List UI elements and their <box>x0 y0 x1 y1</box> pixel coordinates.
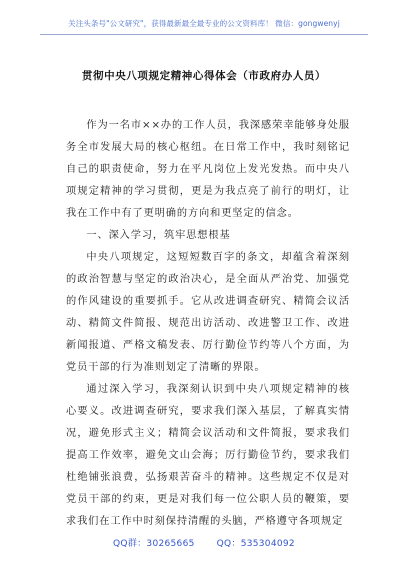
qq-number: QQ：535304092 <box>216 539 295 549</box>
paragraph: 通过深入学习，我深刻认识到中央八项规定精神的核心要义。改进调查研究，要求我们深入基层，了解真实情况，避免形式主义；精简会议活动和文件简报，要求我们提高工作效率，避免文山会海；厉行勤俭节约，要求我们杜绝铺张浪费，弘扬艰苦奋斗的精神。这些规定不仅是对党员干部的约束，更是对我们每一位公职人员的鞭策，要求我们在工作中时刻保持清醒的头脑，严格遵守各项规定 <box>66 384 350 527</box>
paragraph-intro <box>66 115 350 225</box>
paragraph: 作为一名市××办的工作人员，我深感荣幸能够身处服务全市发展大局的核心枢纽。在日常工作中，我时刻铭记自己的职责使命，努力在平凡岗位上发光发热。而中央八项规定精神的学习贯彻，更是为我点亮了前行的明灯，让我在工作中有了更明确的方向和更坚定的信念。 <box>66 120 350 219</box>
paragraph: 中央八项规定，这短短数百字的条文，却蕴含着深刻的政治智慧与坚定的政治决心，是全面从严治党、加强党的作风建设的重要抓手。它从改进调查研究、精简会议活动、精简文件简报、规范出访活动、改进警卫工作、改进新闻报道、严格文稿发表、厉行勤俭节约等八个方面，为党员干部的行为准则划定了清晰的界限。 <box>66 252 350 373</box>
section-heading: 一、深入学习，筑牢思想根基 <box>86 230 231 241</box>
paragraph-understanding <box>66 379 350 533</box>
paragraph-regulations <box>66 247 350 379</box>
header-divider <box>40 34 368 35</box>
document-title: 贯彻中央八项规定精神心得体会（市政府办人员） <box>81 70 327 82</box>
section-heading-block <box>66 225 350 247</box>
footer-contact <box>0 536 408 549</box>
header-banner: 关注头条号"公文研究"，获得最新最全最专业的公文资料库！ 微信：gongwenyj <box>68 19 340 28</box>
qq-group-number: QQ群：30265665 <box>113 539 195 549</box>
